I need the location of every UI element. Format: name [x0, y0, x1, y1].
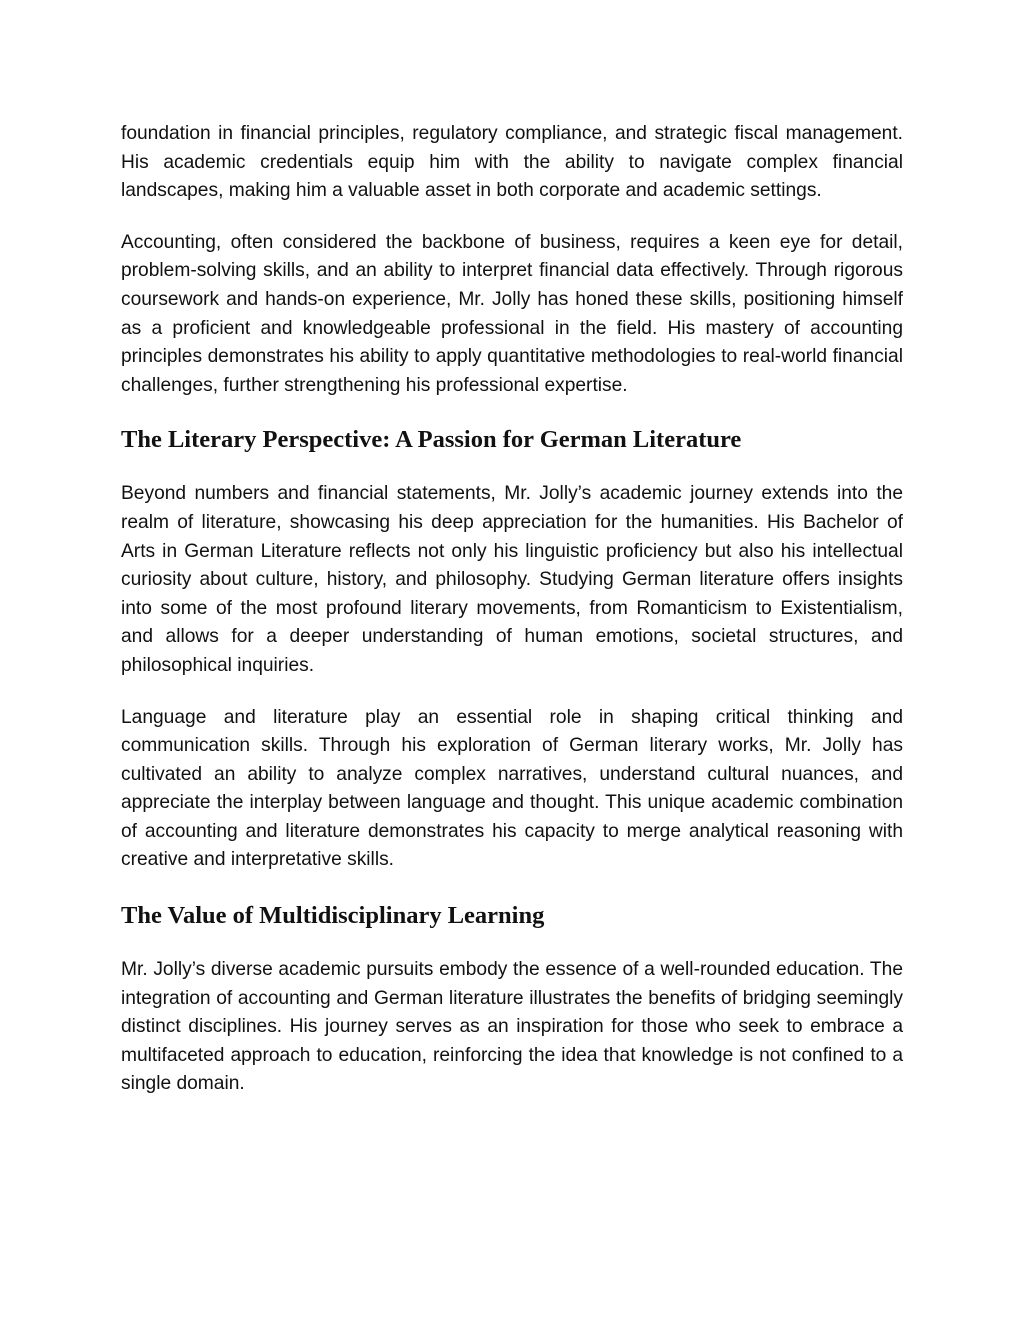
paragraph-financial-foundation: foundation in financial principles, regulatory compliance, and strategic fiscal management. His academic credentials equip him with the ability to navigate complex financial landscapes, making him a valuable asset in both corporate and academic settings. — [121, 123, 903, 202]
paragraph-language-and-literature: Language and literature play an essential role in shaping critical thinking and communication skills. Through his exploration of German literary works, Mr. Jolly has cultivated an ability to analyze complex narratives, understand cultural nuances, and appreciate the interplay between language and thought. This unique academic combination of accounting and literature demonstrates his capacity to merge analytical reasoning with creative and interpretative skills. — [121, 706, 903, 871]
section-heading-multidisciplinary-learning: The Value of Multidisciplinary Learning — [121, 902, 545, 930]
paragraph-diverse-pursuits: Mr. Jolly’s diverse academic pursuits embody the essence of a well-rounded education. The integration of accounting and German literature illustrates the benefits of bridging seemingly distinct disciplines. His journey serves as an inspiration for those who seek to embrace a multifaceted approach to education, reinforcing the idea that knowledge is not confined to a single domain. — [121, 959, 903, 1095]
section-heading-literary-perspective: The Literary Perspective: A Passion for German Literature — [121, 426, 742, 454]
document-page — [121, 120, 903, 1099]
paragraph-accounting: Accounting, often considered the backbone of business, requires a keen eye for detail, problem-solving skills, and an ability to interpret financial data effectively. Through rigorous coursework and hands-on experience, Mr. Jolly has honed these skills, positioning himself as a proficient and knowledgeable professional in the field. His mastery of accounting principles demonstrates his ability to apply quantitative methodologies to real-world financial challenges, further strengthening his professional expertise. — [121, 231, 903, 396]
paragraph-german-literature: Beyond numbers and financial statements, Mr. Jolly’s academic journey extends into the realm of literature, showcasing his deep appreciation for the humanities. His Bachelor of Arts in German Literature reflects not only his linguistic proficiency but also his intellectual curiosity about culture, history, and philosophy. Studying German literature offers insights into some of the most profound literary movements, from Romanticism to Existentialism, and allows for a deeper understanding of human emotions, societal structures, and philosophical inquiries. — [121, 483, 903, 676]
